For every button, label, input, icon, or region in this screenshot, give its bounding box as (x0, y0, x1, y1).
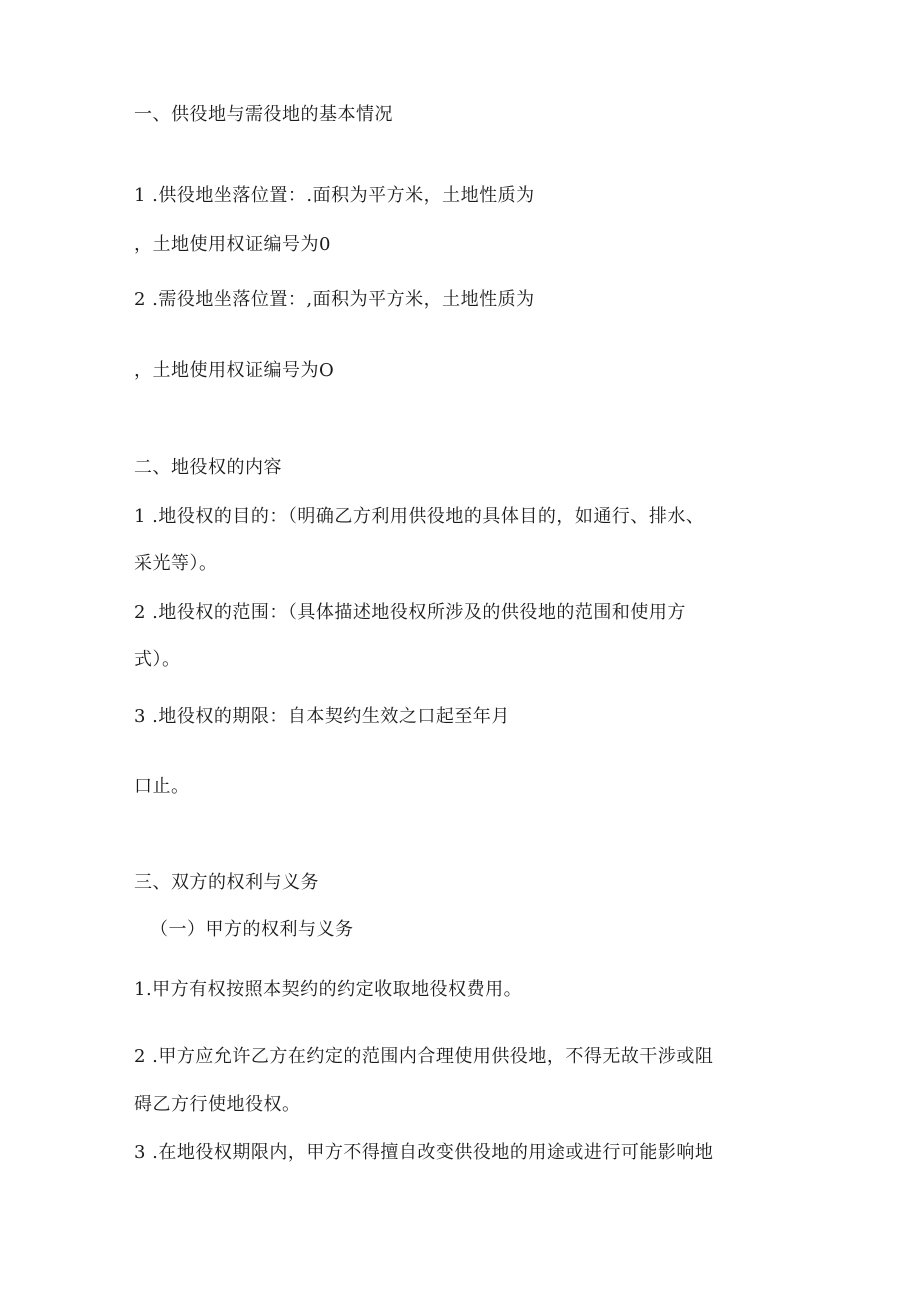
paragraph-line: 1.甲方有权按照本契约的约定收取地役权费用。 (134, 979, 523, 1000)
paragraph-line: 2 .甲方应允许乙方在约定的范围内合理使用供役地，不得无故干涉或阻 (134, 1046, 714, 1067)
paragraph-line: 3 .地役权的期限：自本契约生效之口起至年月 (134, 706, 510, 727)
paragraph-line: 式）。 (134, 649, 181, 670)
paragraph-line: ，土地使用权证编号为0 (134, 234, 331, 255)
paragraph-line: 口止。 (134, 776, 190, 797)
paragraph-line: 1 .供役地坐落位置：.面积为平方米，土地性质为 (134, 185, 535, 206)
paragraph-line: 1 .地役权的目的：（明确乙方利用供役地的具体目的，如通行、排水、 (134, 506, 705, 527)
subsection-heading-party-a: （一）甲方的权利与义务 (150, 919, 354, 940)
paragraph-line: 3 .在地役权期限内，甲方不得擅自改变供役地的用途或进行可能影响地 (134, 1142, 714, 1163)
section-heading-easement-content: 二、地役权的内容 (134, 457, 282, 478)
paragraph-line: 2 .地役权的范围：（具体描述地役权所涉及的供役地的范围和使用方 (134, 602, 686, 623)
section-heading-basic-info: 一、供役地与需役地的基本情况 (134, 104, 393, 125)
paragraph-line: 碍乙方行使地役权。 (134, 1094, 301, 1115)
paragraph-line: 2 .需役地坐落位置：,面积为平方米，土地性质为 (134, 289, 535, 310)
paragraph-line: 采光等）。 (134, 553, 218, 574)
section-heading-rights-obligations: 三、双方的权利与义务 (134, 872, 319, 893)
paragraph-line: ，土地使用权证编号为O (134, 360, 335, 381)
